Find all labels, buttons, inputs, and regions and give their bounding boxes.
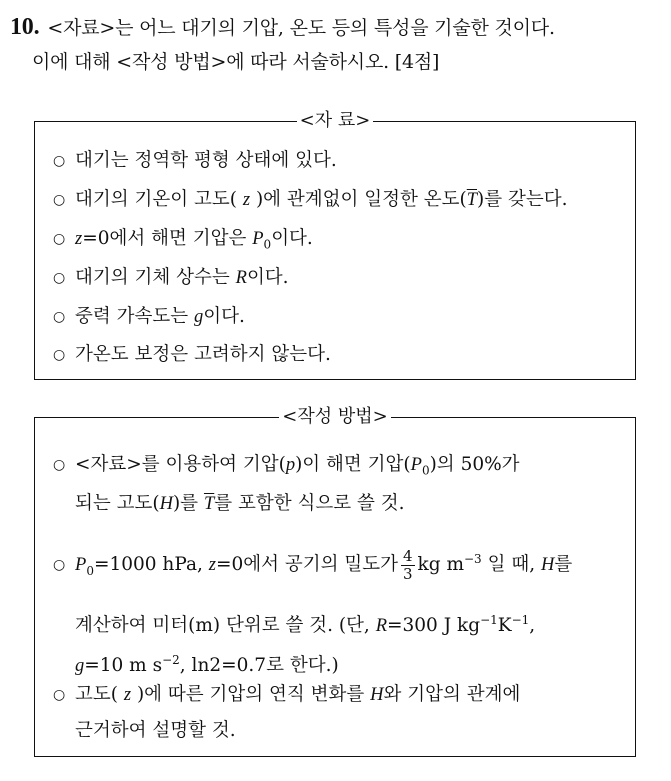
bullet-icon: ○ [53,457,66,473]
data-item: ○ 가온도 보정은 고려하지 않는다. [53,342,627,368]
bullet-icon: ○ [53,687,66,703]
method-item-cont: 근거하여 설명할 것. [75,720,236,741]
fraction: $\frac{4}{3}$ [402,546,413,583]
data-item: ○ 대기의 기체 상수는 R이다. [53,265,627,291]
method-box [34,406,636,757]
question-line-1 [10,10,665,45]
method-item: ○ 고도( z )에 따른 기압의 연직 변화를 H와 기압의 관계에 [53,682,627,708]
question-line-2: 이에 대해 <작성 방법>에 따라 서술하시오. [4점] [32,51,440,73]
method-item: ○ <자료>를 이용하여 기압(p)이 해면 기압$(P_0)$의 50%가 [53,454,520,478]
bullet-icon: ○ [53,153,66,169]
data-item: ○ 중력 가속도는 g이다. [53,304,627,330]
question-header [10,10,665,79]
data-box-title: <자 료> [297,110,374,131]
method-item-cont: 계산하여 미터(m) 단위로 쓸 것. (단, R=300 J $kg^{-1}K^{-1}$, [75,613,536,637]
bullet-icon: ○ [53,309,66,325]
bullet-icon: ○ [53,270,66,286]
question-text-1: <자료>는 어느 대기의 기압, 온도 등의 특성을 기술한 것이다. [47,17,555,39]
bullet-icon: ○ [53,347,66,363]
bullet-icon: ○ [53,557,66,574]
data-item: ○ 대기의 기온이 고도( z )에 관계없이 일정한 온도$(\overline{T})$를 갖는다. [53,187,627,213]
data-item: ○ z=0에서 해면 기압은 $P_0$이다. [53,228,313,252]
data-item: ○ 대기는 정역학 평형 상태에 있다. [53,148,627,174]
method-item: ○ $P_0=1000$ hPa, z=0에서 공기의 밀도가 $\frac{4}{3}$ kg $m^{-3}$ 일 때, H를 [53,546,573,583]
method-item-cont: 되는 고도(H)를 $\overline{T}$를 포함한 식으로 쓸 것. [75,493,405,514]
method-box-title: <작성 방법> [279,406,390,427]
bullet-icon: ○ [53,192,66,208]
question-number: 10. [10,14,40,40]
data-box [34,110,636,380]
bullet-icon: ○ [53,231,66,247]
method-item-cont: g=10 m $s^{-2}$, ln2=0.7로 한다.) [75,653,339,677]
